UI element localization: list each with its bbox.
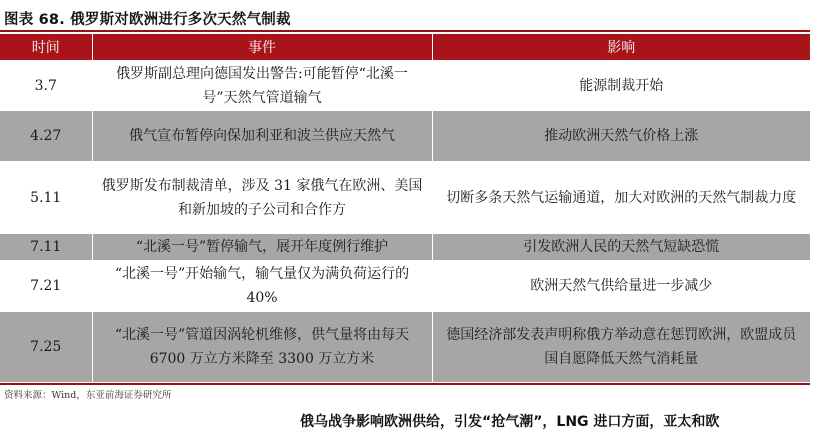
header-event: 事件 [92,34,432,60]
table-row [0,111,810,161]
cell-event: 俄罗斯发布制裁清单，涉及 31 家俄气在欧洲、美国和新加坡的子公司和合作方 [92,161,432,234]
table-row [0,260,810,312]
figure-title: 图表 68. 俄罗斯对欧洲进行多次天然气制裁 [4,12,291,28]
cell-time: 7.21 [0,260,92,312]
cell-impact: 能源制裁开始 [432,60,810,111]
table-row [0,161,810,234]
cell-event: 俄气宣布暂停向保加利亚和波兰供应天然气 [92,111,432,161]
cell-event: “北溪一号”开始输气，输气量仅为满负荷运行的 40% [92,260,432,312]
table-row [0,60,810,111]
source-note: 资料来源：Wind，东亚前海证券研究所 [4,390,172,401]
cell-event: “北溪一号”管道因涡轮机维修，供气量将由每天 6700 万立方米降至 3300 万立方米 [92,312,432,382]
table-row [0,234,810,260]
cell-impact: 德国经济部发表声明称俄方举动意在惩罚欧洲，欧盟成员国自愿降低天然气消耗量 [432,312,810,382]
cell-time: 5.11 [0,161,92,234]
header-time: 时间 [0,34,92,60]
cell-impact: 引发欧洲人民的天然气短缺恐慌 [432,234,810,260]
header-impact: 影响 [432,34,810,60]
cell-impact: 欧洲天然气供给量进一步减少 [432,260,810,312]
cell-time: 3.7 [0,60,92,111]
cell-time: 7.25 [0,312,92,382]
table-row [0,312,810,382]
body-text-cutoff: 俄乌战争影响欧洲供给，引发“抢气潮”，LNG 进口方面，亚太和欧 [300,414,720,430]
title-rule [0,30,810,32]
cell-impact: 切断多条天然气运输通道，加大对欧洲的天然气制裁力度 [432,161,810,234]
bottom-rule [0,383,810,385]
cell-time: 4.27 [0,111,92,161]
cell-event: “北溪一号”暂停输气，展开年度例行维护 [92,234,432,260]
cell-event: 俄罗斯副总理向德国发出警告:可能暂停“北溪一号”天然气管道输气 [92,60,432,111]
sanctions-table [0,34,810,382]
cell-time: 7.11 [0,234,92,260]
table-header-row [0,34,810,60]
cell-impact: 推动欧洲天然气价格上涨 [432,111,810,161]
